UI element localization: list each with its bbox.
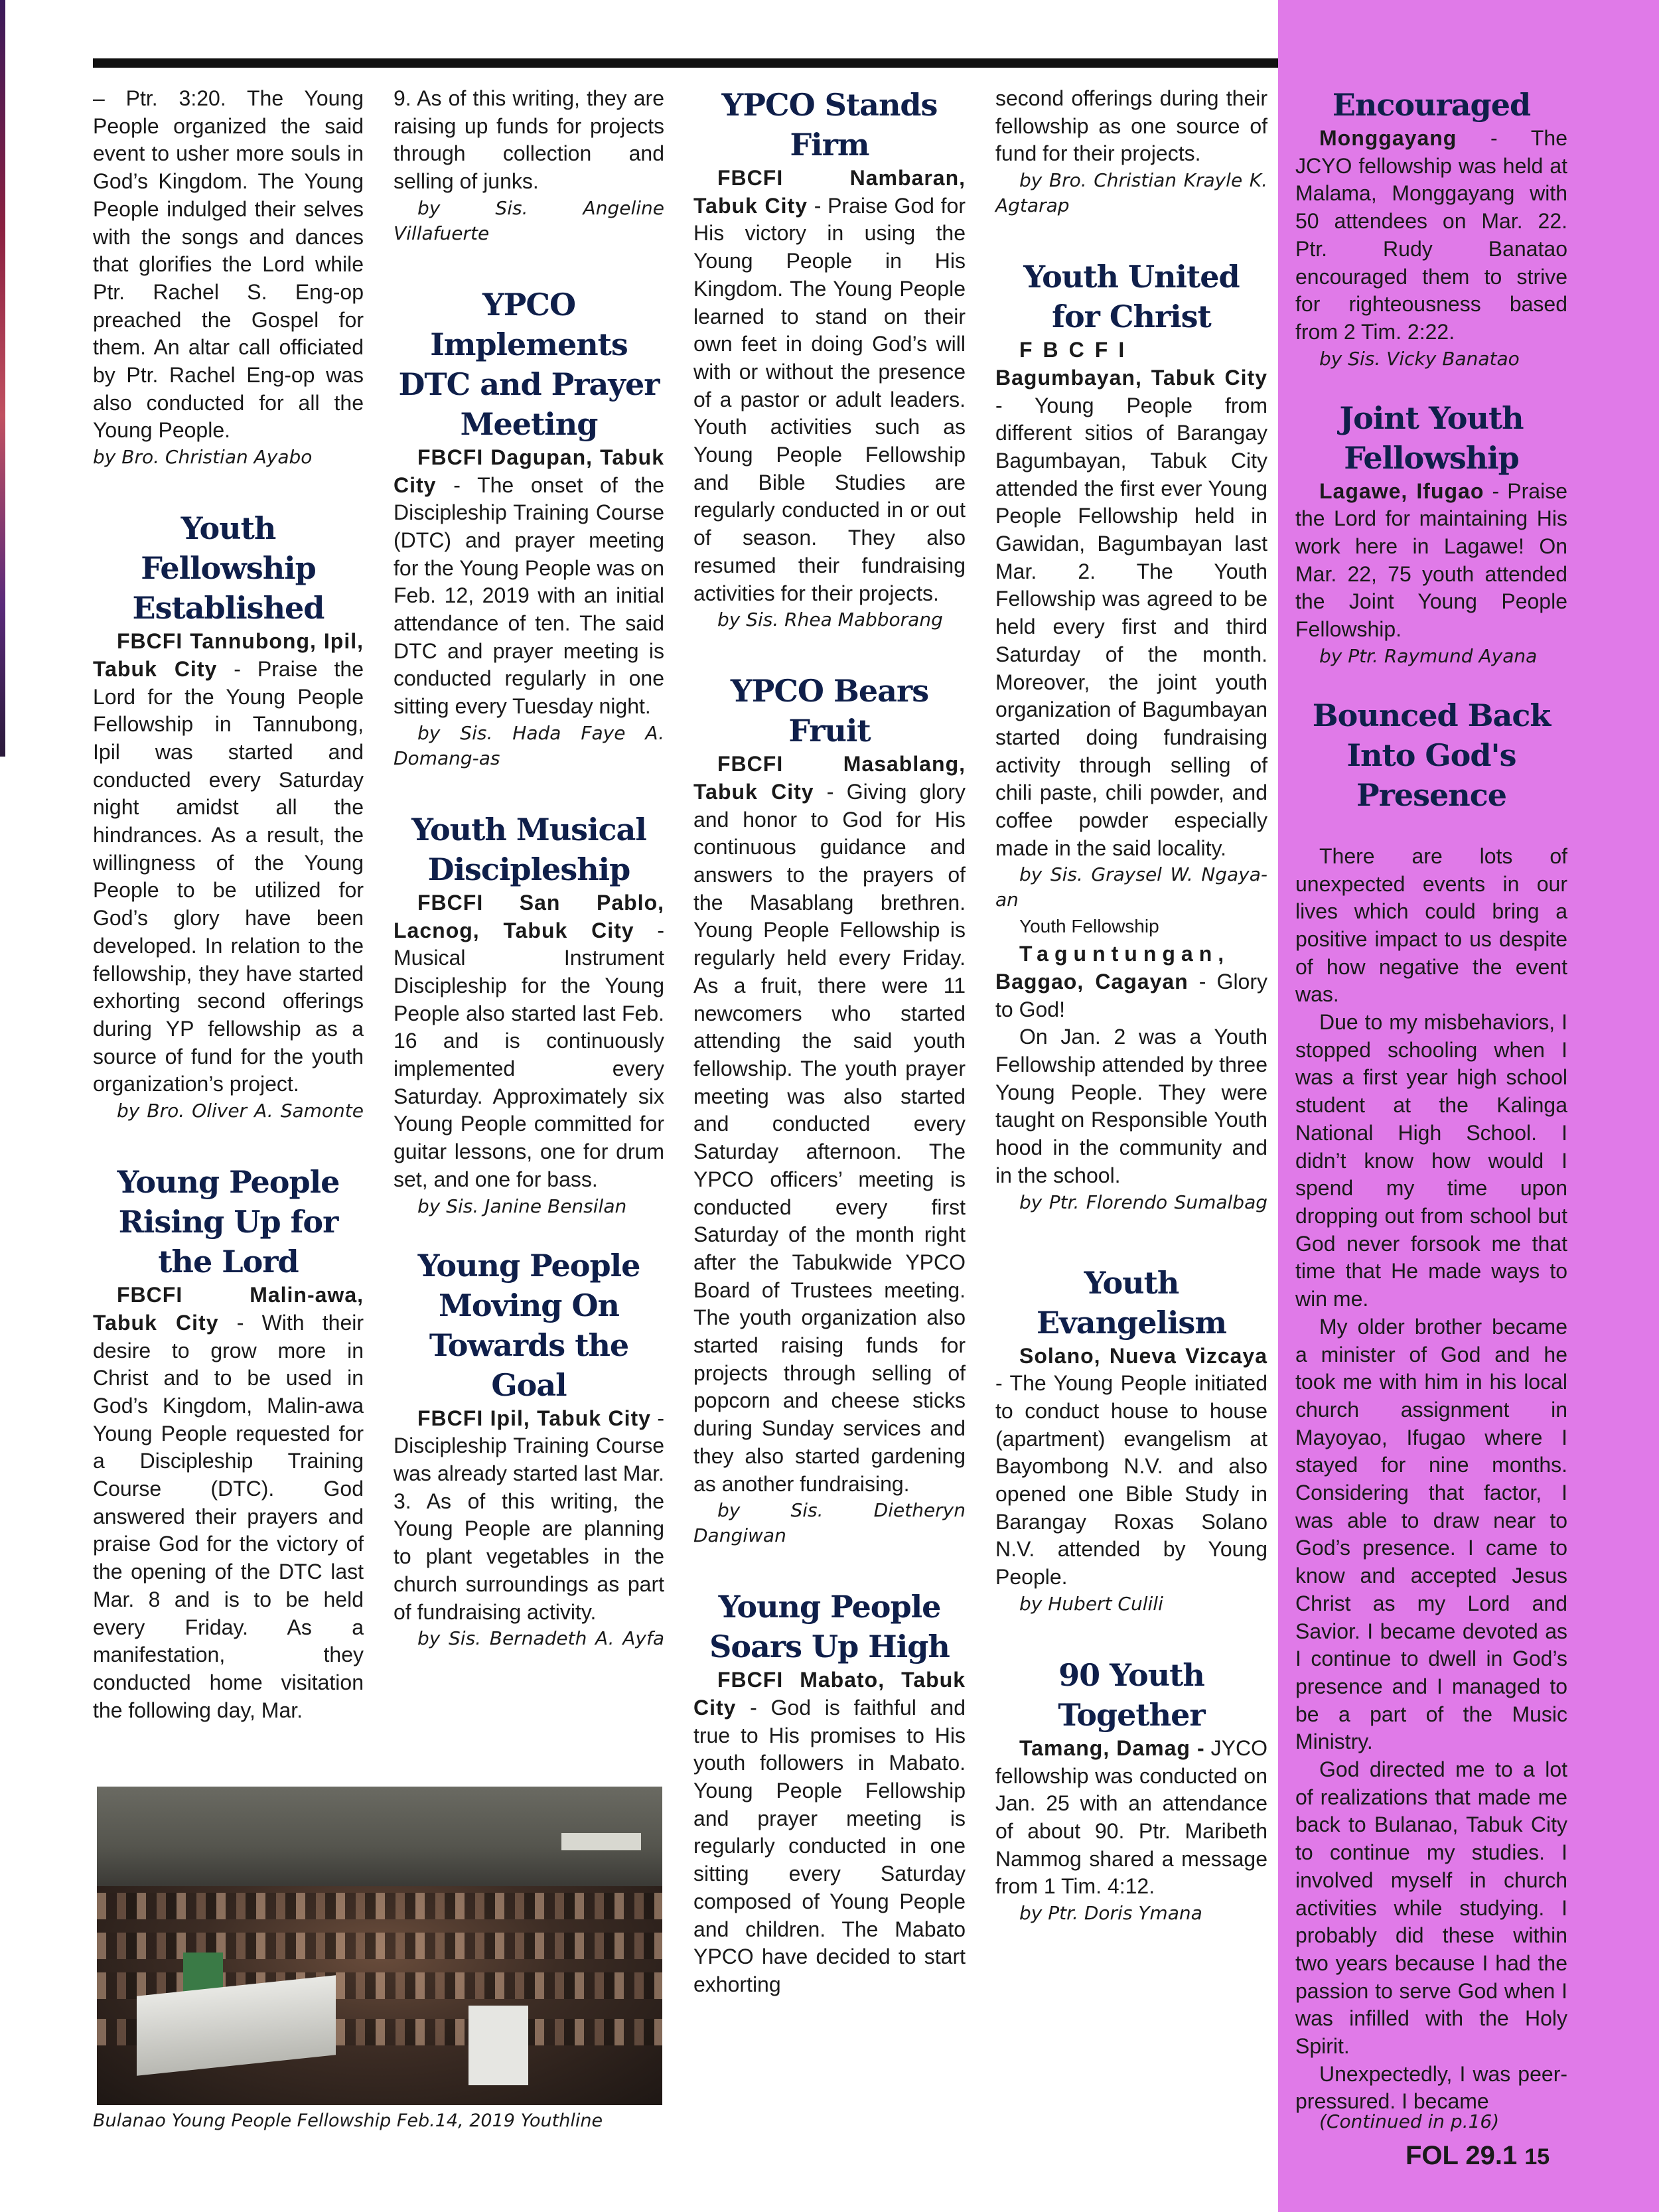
- headline-encouraged: Encouraged: [1332, 87, 1531, 123]
- continued-note: (Continued in p.16): [1319, 2110, 1500, 2132]
- photo-crowd-row: [97, 1933, 662, 1959]
- article-body: [693, 751, 966, 1498]
- continued-paragraph: 9. As of this writing, they are raising up funds for projects through collection and selling of junks.: [394, 86, 664, 194]
- photo-music-stand: [469, 2006, 528, 2085]
- photo-green-object: [183, 1953, 223, 1992]
- article-text: - Giving glory and honor to God for His continuous guidance and answers to the prayers of the Masablang brethren. Young People Fellowship is regularly held every Friday. As a fruit, there were 11 newcomers who started attending the said youth fellowship. The youth prayer meeting was also started and conducted every Saturday afternoon. The YPCO officers’ meeting is conducted every first Saturday of the month right after the Tabukwide YPCO Board of Trustees meeting. The youth organization also started raising funds for projects through selling of popcorn and cheese sticks during Sunday services and they also started gardening as another fundraising.: [693, 779, 966, 1496]
- article-body: [394, 444, 664, 721]
- byline: by Hubert Culili: [1019, 1592, 1163, 1615]
- article-text: - Discipleship Training Course was already started last Mar. 3. As of this writing, the Young People are planning to plant vegetables in the church surroundings as part of fundraising activity.: [394, 1406, 665, 1624]
- byline: by Bro. Oliver A. Samonte: [117, 1100, 364, 1122]
- article-text: - Musical Instrument Discipleship for the Young People also started last Feb. 16 and is continuously implemented every Saturday. Approximately six Young People committed for guitar lessons, one for drum set, and one for bass.: [394, 918, 665, 1191]
- continued-paragraph: second offerings during their fellowship as one source of fund for their projects.: [995, 86, 1267, 166]
- article-location: FBCFI Mabato, Tabuk City: [693, 1668, 966, 1720]
- article-text: - Praise God for His victory in using the Young People in His Kingdom. The Young People learned to stand on their own feet in doing God’s will with or without the presence of a pastor or adult leaders. Youth activities such as Young People Fellowship and Bible Studies are regularly conducted in or out of season. They also resumed their fundraising activities for their projects.: [693, 193, 966, 605]
- article-body: [394, 889, 664, 1194]
- byline: by Bro. Christian Ayabo: [93, 446, 313, 469]
- byline: by Bro. Christian Krayle K. Agtarap: [995, 169, 1267, 217]
- article-location: Monggayang: [1319, 126, 1457, 150]
- section-kicker: Youth Fellowship: [1019, 916, 1159, 937]
- article-body: [693, 1666, 966, 1998]
- article-body: [995, 1735, 1267, 1901]
- article-text: - Young People from different sitios of Barangay Bagumbayan, Tabuk City attended the first ever Young People Fellowship held in Gawidan, Bagumbayan last Mar. 2. The Youth Fellowship was agreed to be held every first and third Saturday of the month. Moreover, the joint youth organization of Bagumbayan started doing fundraising activity through selling of chili paste, chili powder, and coffee powder especially made in the said locality.: [995, 393, 1267, 860]
- column-1: [93, 85, 364, 1724]
- headline-youth-evangelism: Youth Evangelism: [1037, 1264, 1226, 1341]
- headline-youth-fellowship-established: Youth Fellowship Established: [132, 510, 325, 627]
- byline: by Sis. Bernadeth A. Ayfa: [417, 1627, 664, 1650]
- youth-fellowship-photo: [97, 1787, 662, 2105]
- article-text: On Jan. 2 was a Youth Fellowship attended by three Young People. They were taught on Responsible Youth hood in the community and in the school.: [995, 1025, 1267, 1187]
- article-text: - The onset of the Discipleship Training Course (DTC) and prayer meeting for the Young People was on Feb. 12, 2019 with an initial attendance of ten. The said DTC and prayer meeting is conducted regularly in one sitting every Tuesday night.: [394, 473, 664, 719]
- column-5-sidebar: [1295, 85, 1567, 2116]
- article-text: - With their desire to grow more in Christ and to be used in God’s Kingdom, Malin-awa Young People requested for a Discipleship Training Course (DTC). God answered their prayers and praise God for the victory of the opening of the DTC last Mar. 8 and is to be held every Friday. As a manifestation, they conducted home visitation the following day, Mar.: [93, 1310, 364, 1722]
- article-text: - The JCYO fellowship was held at Malama, Monggayang with 50 attendees on Mar. 22. Ptr. Rudy Banatao encouraged them to strive for righteousness based from 2 Tim. 2:22.: [1295, 126, 1567, 344]
- page-folio: [1406, 2141, 1550, 2171]
- article-location: Tamang, Damag -: [1019, 1735, 1205, 1760]
- article-paragraph: Due to my misbehaviors, I stopped schooling when I was a first year high school student at the Kalinga National High School. I didn’t know how would I spend my time upon dropping out from school but God never forsook me that time that He made ways to win me.: [1295, 1010, 1567, 1311]
- article-text: - Praise the Lord for the Young People Fellowship in Tannubong, Ipil was started and conducted every Saturday night amidst all the hindrances. As a result, the willingness of the Young People to be utilized for God’s glory have been developed. In relation to the fellowship, they have started exhorting second offerings during YP fellowship as a source of fund for the youth organization’s project.: [93, 656, 364, 1096]
- article-text: - Praise the Lord for maintaining His work here in Lagawe! On Mar. 22, 75 youth attended the Joint Young People Fellowship.: [1295, 479, 1568, 642]
- article-body: [995, 336, 1267, 862]
- byline: by Ptr. Doris Ymana: [1019, 1902, 1202, 1925]
- headline-bounced-back: Bounced Back Into God's Presence: [1312, 697, 1551, 813]
- column-2: [394, 85, 664, 1651]
- headline-ypco-stands-firm: YPCO Stands Firm: [721, 87, 938, 163]
- article-location: FBCFI Masablang, Tabuk City: [693, 752, 966, 804]
- byline: by Sis. Angeline Villafuerte: [394, 196, 664, 244]
- article-location: FBCFI: [1019, 338, 1135, 362]
- byline: by Sis. Hada Faye A. Domang-as: [394, 721, 664, 769]
- article-body: [93, 1282, 364, 1724]
- article-paragraph: There are lots of unexpected events in our lives which could bring a positive impact to us despite of how negative the event was.: [1295, 844, 1567, 1007]
- article-location: FBCFI San Pablo, Lacnog, Tabuk City: [394, 890, 664, 942]
- headline-ypco-bears-fruit: YPCO Bears Fruit: [730, 673, 929, 749]
- left-edge-strip: [0, 0, 5, 757]
- article-body: [394, 1405, 664, 1627]
- article-body: [1295, 125, 1567, 346]
- photo-crowd-row: [97, 1893, 662, 1919]
- headline-young-people-moving-on: Young People Moving On Towards the Goal: [417, 1247, 640, 1403]
- byline: by Sis. Rhea Mabborang: [717, 609, 943, 631]
- article-paragraph: God directed me to a lot of realizations that made me back to Bulanao, Tabuk City to continue my studies. I involved myself in church activities while studying. I probably did these within two years because I had the passion to serve God when I was infilled with the Holy Spirit.: [1295, 1757, 1567, 2059]
- article-location: Bagumbayan, Tabuk City: [995, 365, 1267, 390]
- byline: by Sis. Graysel W. Ngaya-an: [995, 863, 1267, 911]
- headline-youth-united-for-christ: Youth United for Christ: [1023, 259, 1240, 335]
- byline: by Sis. Janine Bensilan: [417, 1195, 627, 1217]
- article-paragraph: Unexpectedly, I was peer-pressured. I became: [1295, 2061, 1567, 2114]
- article-location: FBCFI Nambaran, Tabuk City: [693, 166, 966, 218]
- headline-young-people-rising-up: Young People Rising Up for the Lord: [117, 1164, 340, 1280]
- article-text: - The Young People initiated to conduct house to house (apartment) evangelism at Bayombong N.V. and also opened one Bible Study in Barangay Roxas Solano N.V. attended by Young People.: [995, 1371, 1267, 1589]
- column-3: [693, 85, 966, 1999]
- article-location: Taguntungan,: [1019, 942, 1230, 966]
- article-text: - Glory to God!: [995, 969, 1268, 1021]
- top-rule: [93, 58, 1278, 68]
- article-body: [1295, 478, 1567, 644]
- article-body: [995, 940, 1267, 1023]
- article-body: [693, 165, 966, 607]
- photo-caption: Bulanao Young People Fellowship Feb.14, 2019 Youthline: [93, 2110, 603, 2131]
- byline: by Ptr. Raymund Ayana: [1319, 644, 1538, 667]
- byline: by Ptr. Florendo Sumalbag: [1019, 1191, 1267, 1213]
- column-4: [995, 85, 1267, 1926]
- continued-paragraph: – Ptr. 3:20. The Young People organized the said event to usher more souls in God’s Kingdom. The Young People indulged their selves with the songs and dances that glorifies the Lord while Ptr. Rachel S. Eng-op preached the Gospel for them. An altar call officiated by Ptr. Rachel Eng-op was also conducted for all the Young People.: [93, 86, 364, 443]
- article-location: FBCFI Malin-awa, Tabuk City: [93, 1283, 364, 1335]
- article-location: Lagawe, Ifugao: [1319, 479, 1484, 503]
- headline-ypco-implements-dtc: YPCO Implements DTC and Prayer Meeting: [398, 286, 660, 442]
- byline: by Sis. Dietheryn Dangiwan: [693, 1499, 966, 1547]
- byline: by Sis. Vicky Banatao: [1319, 347, 1520, 370]
- headline-90-youth-together: 90 Youth Together: [1058, 1657, 1205, 1733]
- headline-joint-youth-fellowship: Joint Youth Fellowship: [1339, 400, 1524, 476]
- headline-youth-musical-discipleship: Youth Musical Discipleship: [411, 811, 646, 887]
- article-location: FBCFI Dagupan, Tabuk City: [394, 445, 664, 497]
- article-location: FBCFI Tannubong, Ipil, Tabuk City: [93, 629, 364, 681]
- article-text: - God is faithful and true to His promises to His youth followers in Mabato. Young People Fellowship and prayer meeting is regularly conducted in one sitting every Saturday composed of Young People and children. The Mabato YPCO have decided to start exhorting: [693, 1695, 966, 1996]
- article-location: Solano, Nueva Vizcaya: [1019, 1343, 1267, 1368]
- article-text: JYCO fellowship was conducted on Jan. 25 with an attendance of about 90. Ptr. Maribeth Nammog shared a message from 1 Tim. 4:12.: [995, 1735, 1267, 1899]
- page-number: 15: [1524, 2144, 1550, 2170]
- article-location: Baggao, Cagayan: [995, 969, 1189, 994]
- photo-banner: [561, 1833, 641, 1850]
- article-body: [93, 628, 364, 1098]
- article-location: FBCFI Ipil, Tabuk City: [417, 1406, 651, 1430]
- issue-number: FOL 29.1: [1406, 2141, 1518, 2170]
- article-body: [995, 1343, 1267, 1591]
- headline-young-people-soars-up: Young People Soars Up High: [709, 1589, 950, 1665]
- article-paragraph: My older brother became a minister of God and he took me with him in his local church assignment in Mayoyao, Ifugao where I stayed for nine months. Considering that factor, I was able to draw near to God’s presence. I came to know and accepted Jesus Christ as my Lord and Savior. I became devoted as I continue to dwell in God’s presence and I managed to be a part of the Music Ministry.: [1295, 1314, 1567, 1754]
